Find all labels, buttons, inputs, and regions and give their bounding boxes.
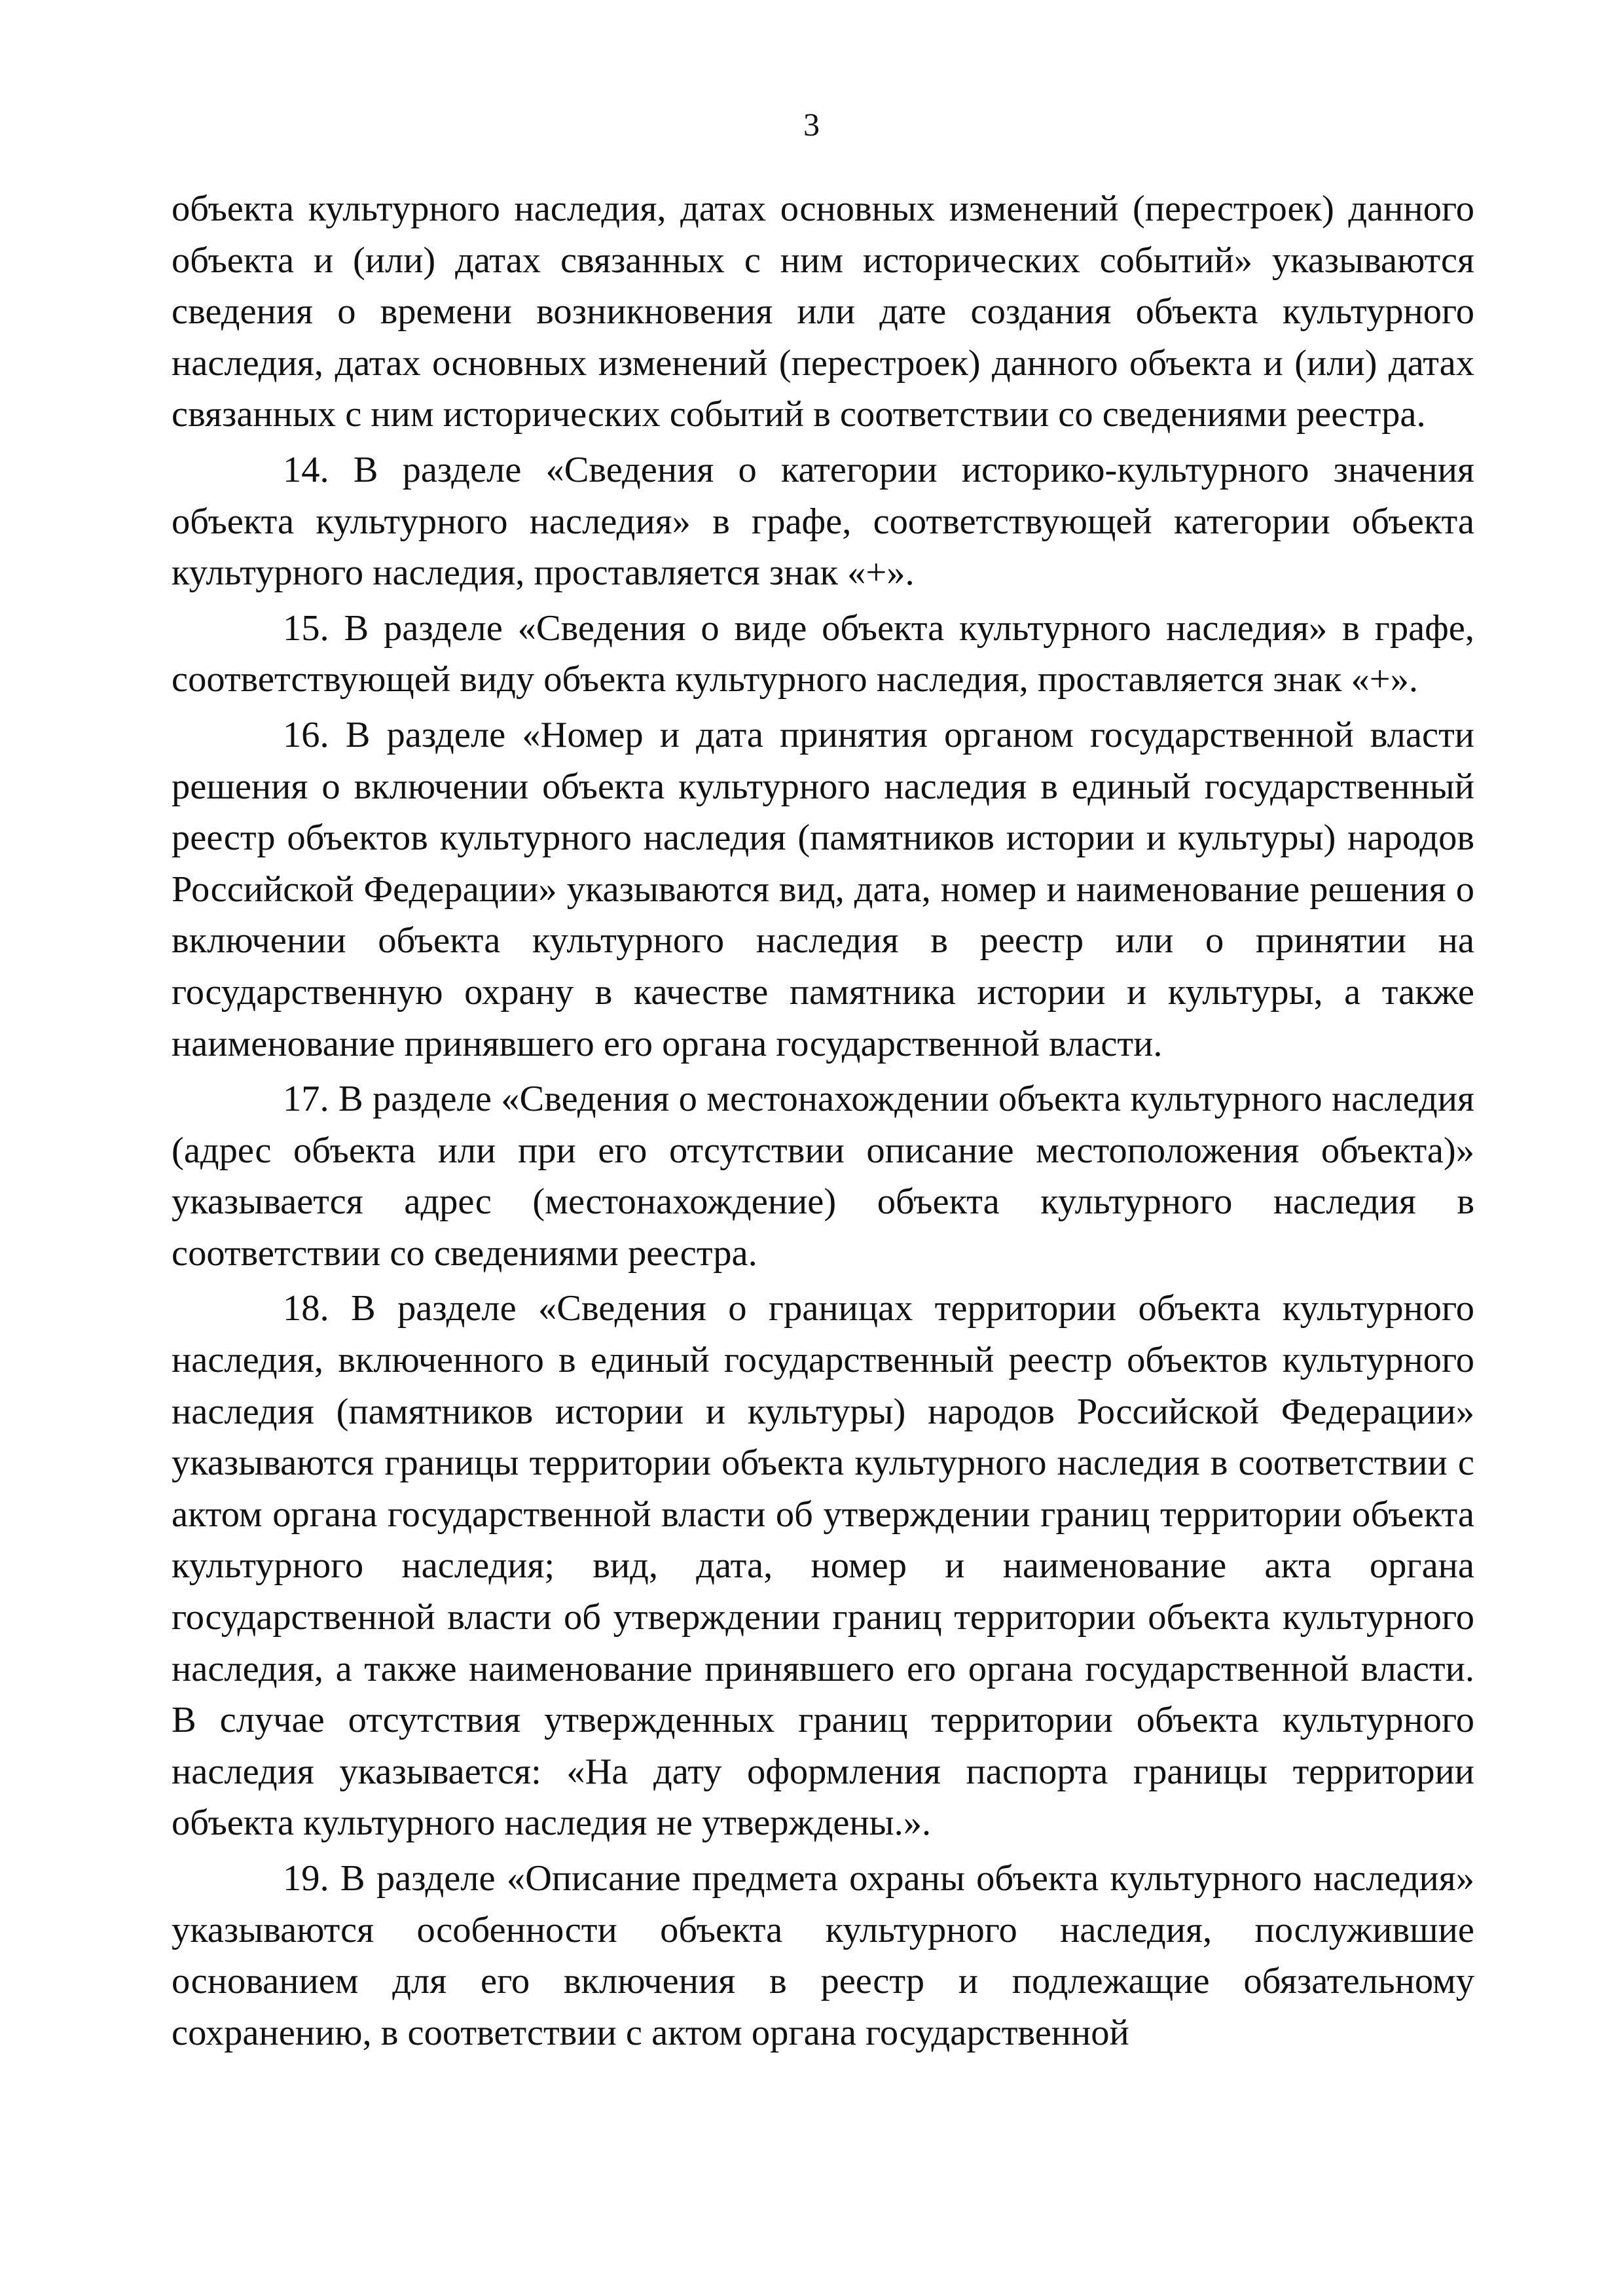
paragraph-17: 17. В разделе «Сведения о местонахождении объекта культурного наследия (адрес объекта или при его отсутствии описание местоположения объекта)» указывается адрес (местонахождение) объекта культурного наследия в соответствии со сведениями реестра.: [172, 1079, 1474, 1274]
paragraph-19: 19. В разделе «Описание предмета охраны объекта культурного наследия» указываются особенности объекта культурного наследия, послужившие основанием для его включения в реестр и подлежащие обязательному сохранению, в соответствии с актом органа государственной: [172, 1858, 1474, 2053]
paragraph-14: 14. В разделе «Сведения о категории историко-культурного значения объекта культурного наследия» в графе, соответствующей категории объекта культурного наследия, проставляется знак «+».: [172, 449, 1474, 594]
document-body: [172, 183, 1474, 2062]
paragraph-continuation: объекта культурного наследия, датах основных изменений (перестроек) данного объекта и (или) датах связанных с ним исторических событий» указываются сведения о времени возникновения или дате создания объекта культурного наследия, датах основных изменений (перестроек) данного объекта и (или) датах связанных с ним исторических событий в соответствии со сведениями реестра.: [172, 188, 1474, 435]
paragraph-18: 18. В разделе «Сведения о границах территории объекта культурного наследия, включенного в единый государственный реестр объектов культурного наследия (памятников истории и культуры) народов Российской Федерации» указываются границы территории объекта культурного наследия в соответствии с актом органа государственной власти об утверждении границ территории объекта культурного наследия; вид, дата, номер и наименование акта органа государственной власти об утверждении границ территории объекта культурного наследия, а также наименование принявшего его органа государственной власти. В случае отсутствия утвержденных границ территории объекта культурного наследия указывается: «На дату оформления паспорта границы территории объекта культурного наследия не утверждены.».: [172, 1288, 1474, 1844]
paragraph-15: 15. В разделе «Сведения о виде объекта культурного наследия» в графе, соответствующей виду объекта культурного наследия, проставляется знак «+».: [172, 607, 1474, 700]
page-number: 3: [803, 106, 820, 143]
paragraph-16: 16. В разделе «Номер и дата принятия органом государственной власти решения о включении объекта культурного наследия в единый государственный реестр объектов культурного наследия (памятников истории и культуры) народов Российской Федерации» указываются вид, дата, номер и наименование решения о включении объекта культурного наследия в реестр или о принятии на государственную охрану в качестве памятника истории и культуры, а также наименование принявшего его органа государственной власти.: [172, 714, 1474, 1064]
